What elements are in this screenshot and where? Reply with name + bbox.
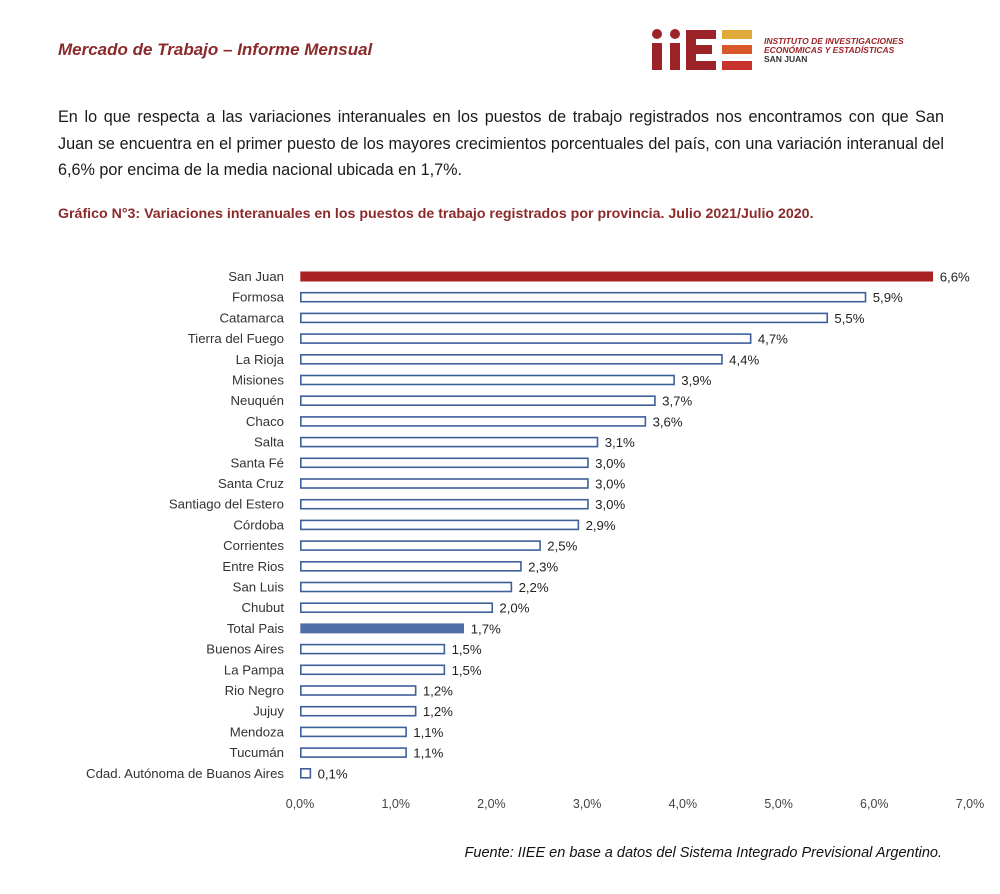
x-tick-label: 5,0% bbox=[764, 797, 793, 811]
value-label-misiones: 3,9% bbox=[681, 373, 712, 388]
value-label-entre-rios: 2,3% bbox=[528, 559, 559, 575]
value-label-jujuy: 1,2% bbox=[422, 704, 453, 720]
category-label-santa-fe: Santa Fé bbox=[230, 455, 284, 471]
bar-entre-rios bbox=[301, 562, 521, 571]
bar-rio-negro bbox=[301, 686, 416, 695]
category-label-chaco: Chaco bbox=[245, 413, 284, 429]
bar-santiago-del-estero bbox=[301, 500, 588, 509]
x-tick-label: 6,0% bbox=[860, 797, 889, 811]
value-label-formosa: 5,9% bbox=[872, 290, 903, 306]
category-label-formosa: Formosa bbox=[231, 289, 284, 305]
value-label-santa-cruz: 3,0% bbox=[595, 476, 626, 492]
value-label-la-pampa: 1,5% bbox=[451, 662, 482, 678]
bar-total-pais bbox=[301, 624, 464, 633]
value-label-tierra-del-fuego: 4,7% bbox=[757, 331, 788, 347]
x-tick-label: 3,0% bbox=[572, 797, 602, 811]
value-label-chubut: 2,0% bbox=[499, 600, 530, 616]
category-label-tucuman: Tucumán bbox=[229, 745, 284, 761]
bar-tucuman bbox=[301, 748, 406, 757]
chart-title: Gráfico N°3: Variaciones interanuales en los puestos de trabajo registrados por provincia. Julio 2021/Julio 2020. bbox=[58, 206, 814, 222]
value-label-san-juan: 6,6% bbox=[939, 269, 970, 285]
value-label-santiago-del-estero: 3,0% bbox=[595, 497, 626, 513]
bar-santa-fe bbox=[301, 458, 588, 467]
value-label-cdad-autonoma-de-buanos-aires: 0,1% bbox=[317, 766, 348, 782]
value-label-salta: 3,1% bbox=[604, 435, 635, 451]
category-label-neuquen: Neuquén bbox=[230, 393, 284, 409]
category-label-chubut: Chubut bbox=[241, 600, 284, 616]
category-label-san-juan: San Juan bbox=[228, 269, 284, 284]
category-label-entre-rios: Entre Rios bbox=[222, 558, 284, 574]
bar-catamarca bbox=[301, 313, 827, 322]
value-label-tucuman: 1,1% bbox=[413, 745, 444, 761]
value-label-corrientes: 2,5% bbox=[547, 538, 578, 554]
value-label-chaco: 3,6% bbox=[652, 414, 683, 430]
x-tick-label: 1,0% bbox=[381, 797, 410, 811]
category-label-santiago-del-estero: Santiago del Estero bbox=[168, 496, 284, 512]
value-label-neuquen: 3,7% bbox=[662, 393, 693, 409]
bar-formosa bbox=[301, 293, 866, 302]
bar-salta bbox=[301, 438, 598, 447]
source-note: Fuente: IIEE en base a datos del Sistema Integrado Previsional Argentino. bbox=[464, 845, 942, 861]
intro-paragraph: En lo que respecta a las variaciones interanuales en los puestos de trabajo registrados nos encontramos con que San Juan se encuentra en el primer puesto de los mayores crecimientos porcentuales del país, con una variación interanual del 6,6% por encima de la media nacional ubicada en 1,7%. bbox=[58, 108, 944, 179]
bar-jujuy bbox=[301, 707, 416, 716]
x-tick-label: 4,0% bbox=[668, 797, 698, 811]
bar-mendoza bbox=[301, 727, 406, 736]
report-title: Mercado de Trabajo – Informe Mensual bbox=[58, 40, 373, 59]
category-label-mendoza: Mendoza bbox=[229, 724, 284, 740]
x-tick-label: 0,0% bbox=[285, 797, 315, 811]
bar-la-rioja bbox=[301, 355, 722, 364]
bar-tierra-del-fuego bbox=[301, 334, 751, 343]
bar-cordoba bbox=[301, 520, 579, 529]
category-label-salta: Salta bbox=[253, 434, 284, 450]
category-label-total-pais: Total Pais bbox=[226, 620, 284, 636]
bar-neuquen bbox=[301, 396, 655, 405]
bar-chubut bbox=[301, 603, 492, 612]
category-label-san-luis: San Luis bbox=[232, 579, 284, 595]
value-label-santa-fe: 3,0% bbox=[595, 455, 626, 471]
bar-misiones bbox=[301, 376, 674, 385]
bar-san-juan bbox=[301, 272, 933, 281]
category-label-corrientes: Corrientes bbox=[223, 538, 284, 554]
category-label-la-pampa: La Pampa bbox=[223, 662, 284, 678]
bar-santa-cruz bbox=[301, 479, 588, 488]
bar-la-pampa bbox=[301, 665, 445, 674]
value-label-mendoza: 1,1% bbox=[413, 724, 444, 740]
category-label-misiones: Misiones bbox=[231, 372, 284, 388]
category-label-tierra-del-fuego: Tierra del Fuego bbox=[187, 331, 284, 347]
value-label-rio-negro: 1,2% bbox=[422, 683, 453, 699]
category-label-la-rioja: La Rioja bbox=[235, 351, 284, 367]
value-label-buenos-aires: 1,5% bbox=[451, 642, 482, 658]
category-label-cordoba: Córdoba bbox=[233, 517, 284, 533]
category-label-rio-negro: Rio Negro bbox=[224, 683, 284, 698]
category-label-cdad-autonoma-de-buanos-aires: Cdad. Autónoma de Buanos Aires bbox=[86, 765, 284, 781]
value-label-catamarca: 5,5% bbox=[834, 310, 865, 326]
category-label-santa-cruz: Santa Cruz bbox=[218, 476, 284, 491]
value-label-san-luis: 2,2% bbox=[518, 580, 549, 595]
category-label-buenos-aires: Buenos Aires bbox=[206, 641, 284, 657]
bar-cdad-autonoma-de-buanos-aires bbox=[301, 769, 311, 778]
category-label-jujuy: Jujuy bbox=[253, 703, 284, 719]
x-tick-label: 7,0% bbox=[955, 797, 985, 811]
value-label-la-rioja: 4,4% bbox=[729, 352, 760, 368]
bar-chaco bbox=[301, 417, 646, 426]
category-label-catamarca: Catamarca bbox=[219, 310, 284, 326]
bar-buenos-aires bbox=[301, 645, 445, 654]
bar-corrientes bbox=[301, 541, 540, 550]
value-label-total-pais: 1,7% bbox=[470, 621, 501, 637]
value-label-cordoba: 2,9% bbox=[585, 517, 616, 533]
x-tick-label: 2,0% bbox=[477, 797, 506, 811]
bar-san-luis bbox=[301, 583, 512, 592]
logo-text: INSTITUTO DE INVESTIGACIONES ECONÓMICAS Y ESTADÍSTICAS SAN JUAN bbox=[764, 36, 904, 64]
